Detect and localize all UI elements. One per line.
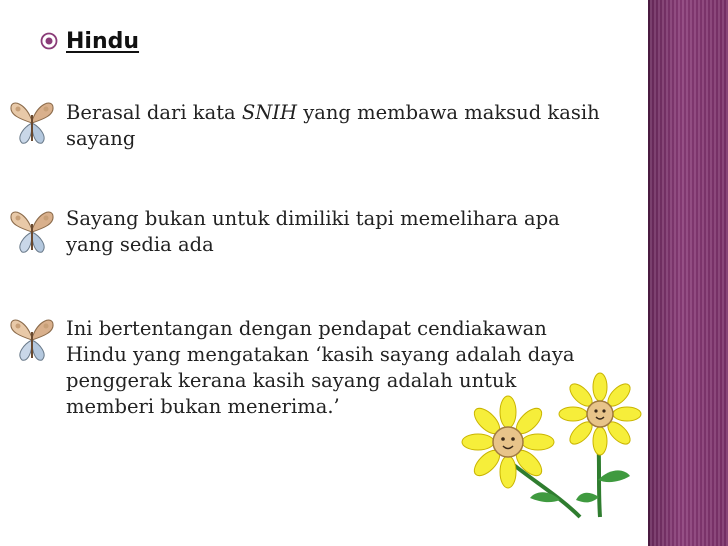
heading-row	[40, 28, 139, 54]
circle-target-bullet-icon	[40, 32, 58, 50]
list-item-text: Berasal dari kata SNIH yang membawa maksud kasih sayang	[66, 101, 600, 150]
butterfly-bullet-icon	[8, 314, 56, 364]
right-decorative-band	[650, 0, 728, 546]
butterfly-bullet-icon	[8, 97, 56, 147]
list-item-text: Ini bertentangan dengan pendapat cendiakawan Hindu yang mengatakan ‘kasih sayang adalah daya penggerak kerana kasih sayang adalah untuk memberi bukan menerima.’	[66, 317, 575, 418]
heading-title: Hindu	[66, 28, 140, 54]
sunflowers-illustration	[440, 372, 655, 522]
list-item-text: Sayang bukan untuk dimiliki tapi memelihara apa yang sedia ada	[66, 207, 560, 256]
butterfly-bullet-icon	[8, 206, 56, 256]
